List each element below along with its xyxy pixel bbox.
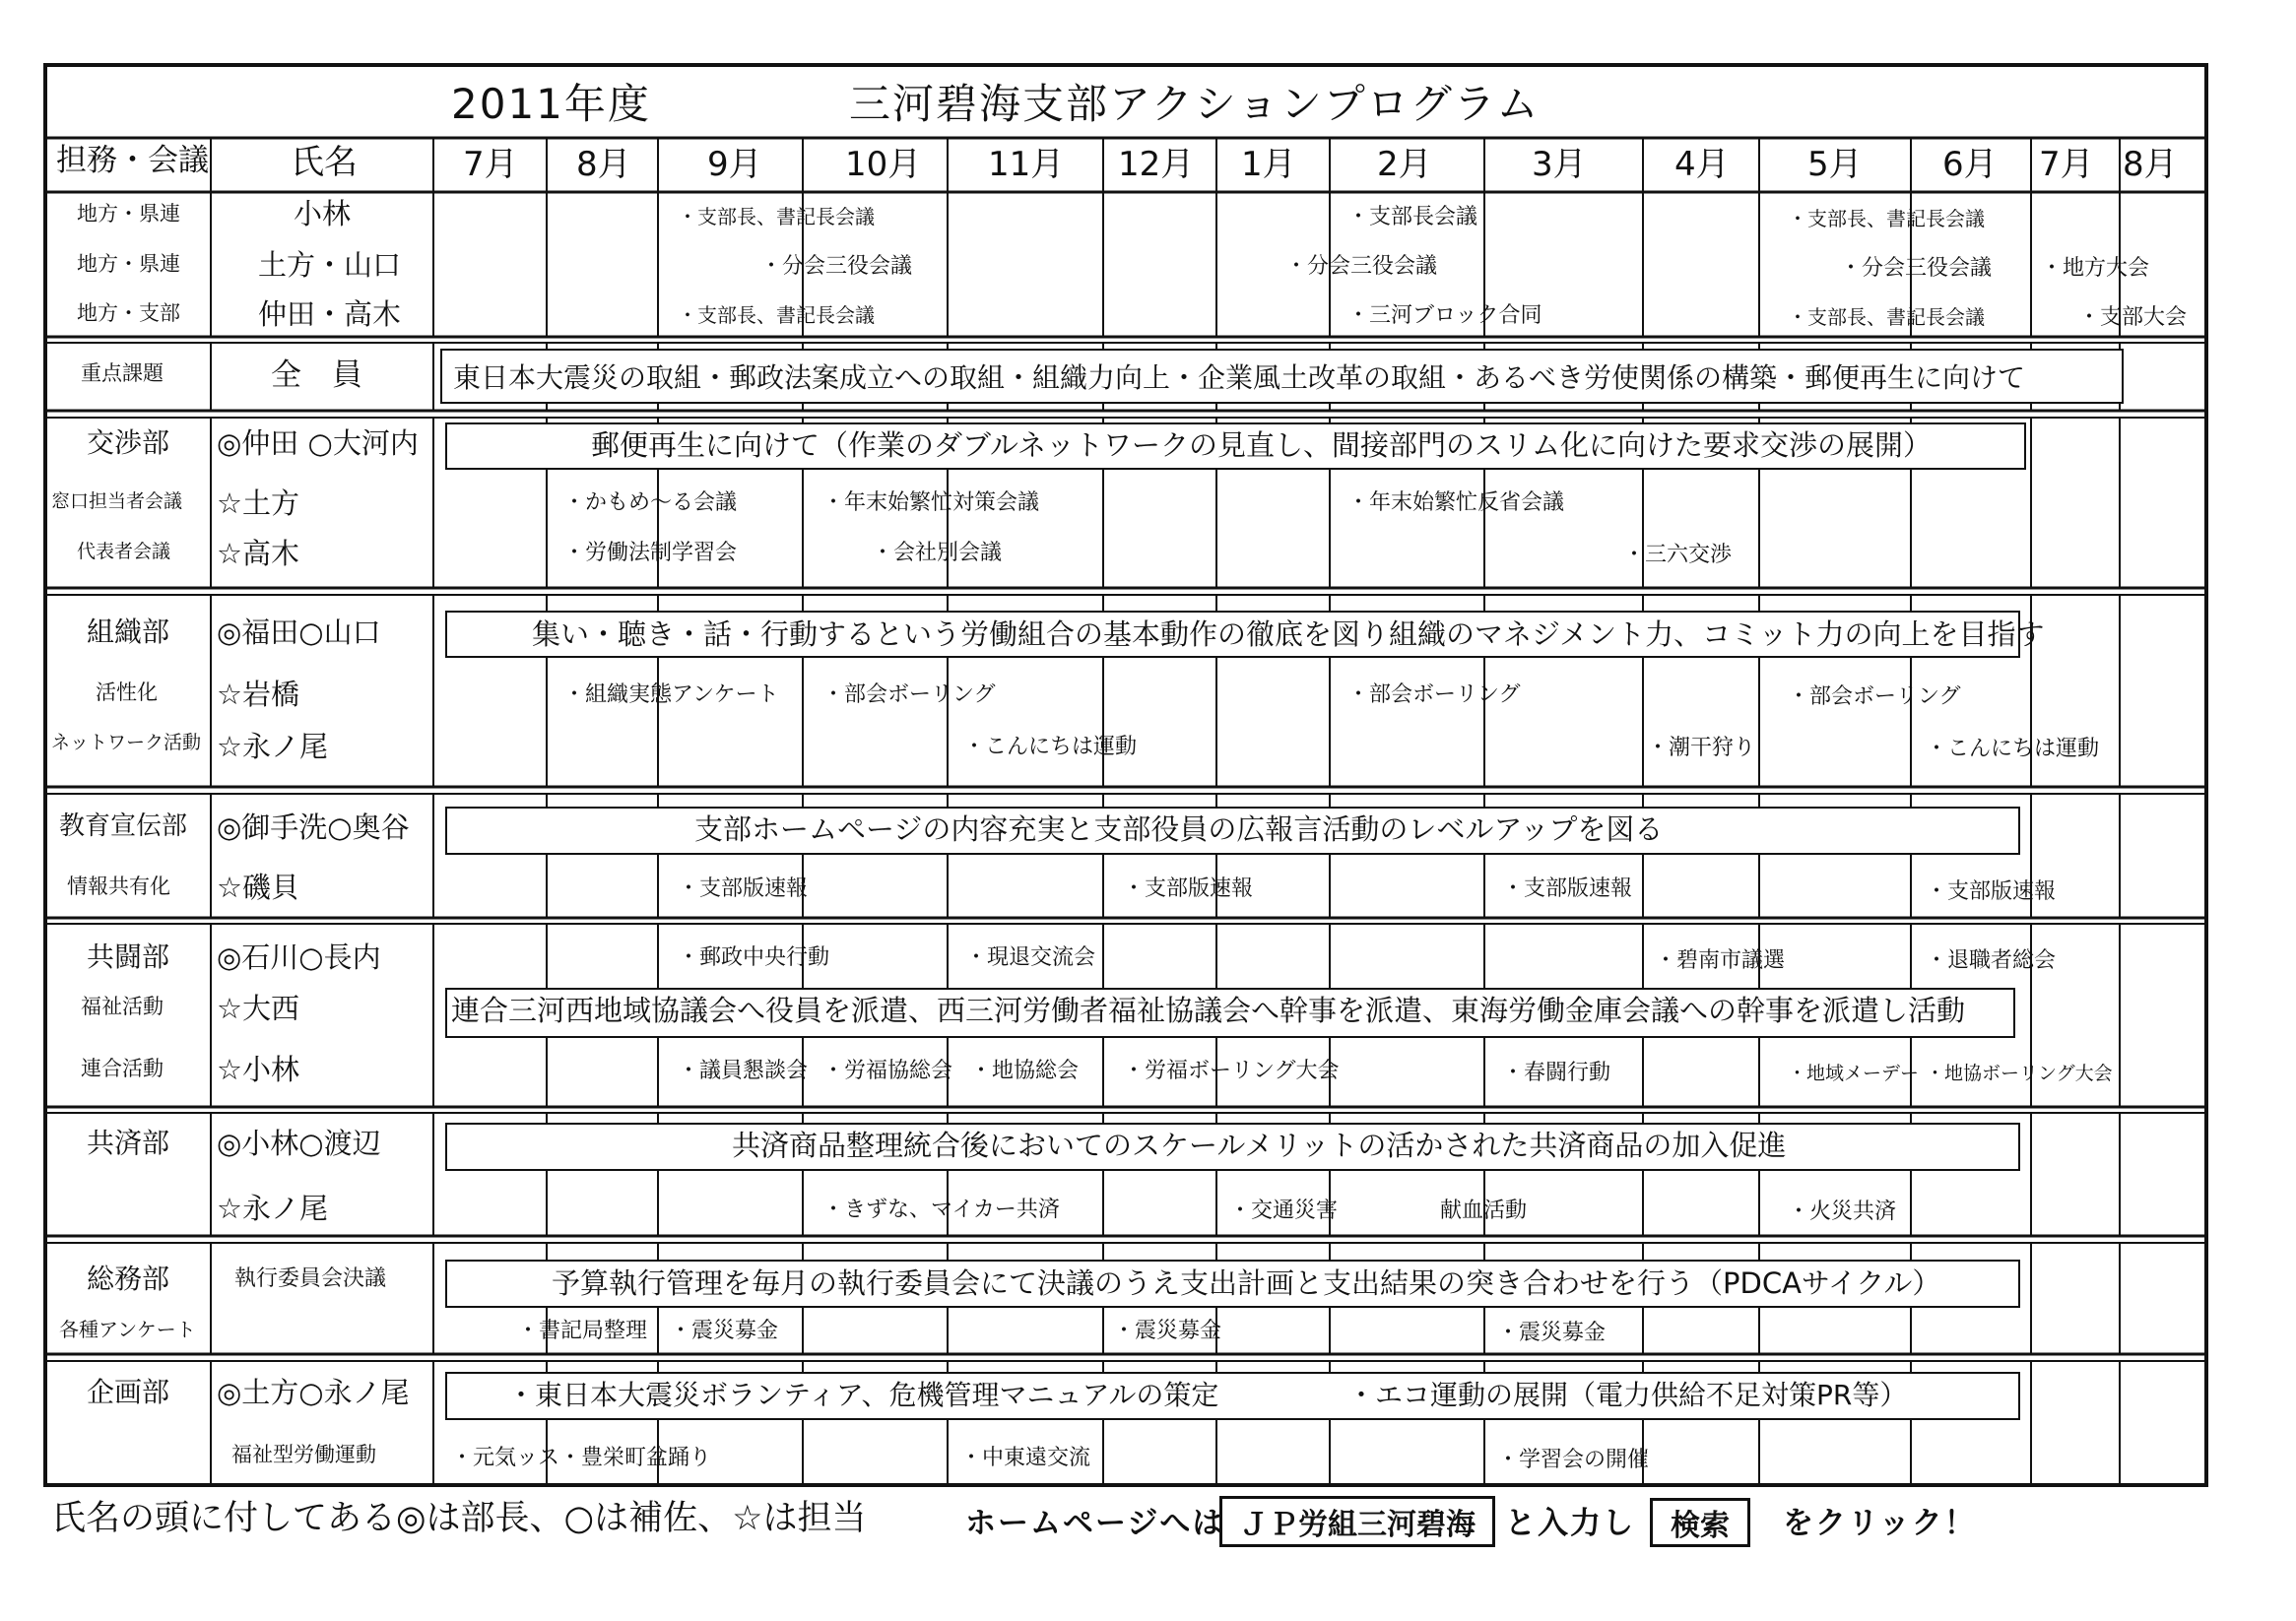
month-5: 5月 <box>1807 145 1863 184</box>
soshiki-name-1: ◎福田○山口 <box>217 616 381 649</box>
kyoto-band-text: 連合三河西地域協議会へ役員を派遣、西三河労働者福祉協議会へ幹事を派遣、東海労働金庫会議への幹事を派遣し活動 <box>451 994 1966 1027</box>
kyoiku-label: 教育宣伝部 <box>59 811 188 841</box>
soshiki-label: 組織部 <box>87 616 170 648</box>
search-button[interactable]: 検索 <box>1650 1498 1750 1547</box>
event-item: ・学習会の開催 <box>1497 1448 1650 1472</box>
title-year: 2011年度 <box>451 80 651 128</box>
footer-hp-mid: と入力し <box>1505 1506 1635 1541</box>
event-item: ・支部長会議 <box>1347 205 1478 229</box>
event-item: ・議員懇談会 <box>678 1059 809 1083</box>
somu-label: 総務部 <box>87 1263 170 1295</box>
kyoiku-name-2: ☆磯貝 <box>217 871 299 904</box>
event-item: ・地域メーデー <box>1788 1063 1920 1084</box>
chiho-label-1: 地方・県連 <box>77 202 180 226</box>
footer-hp-suffix: をクリック！ <box>1783 1506 1977 1541</box>
event-item: ・会社別会議 <box>872 541 1003 565</box>
juten-label: 重点課題 <box>81 361 164 385</box>
juten-band-text: 東日本大震災の取組・郵政法案成立への取組・組織力向上・企業風土改革の取組・あるべき労使関係の構築・郵便再生に向けて <box>453 361 2026 394</box>
event-item: ・交通災害 <box>1229 1199 1339 1223</box>
month-3: 3月 <box>1532 145 1587 184</box>
event-item: ・郵政中央行動 <box>678 945 830 970</box>
chiho-label-3: 地方・支部 <box>77 301 180 325</box>
month-7b: 7月 <box>2039 145 2094 184</box>
event-item: ・書記局整理 <box>517 1319 648 1343</box>
event-item: ・支部長、書記長会議 <box>678 205 875 228</box>
header-duty: 担務・会議 <box>56 143 209 178</box>
kyoiku-sub1: 情報共有化 <box>67 875 170 898</box>
kyosai-band-text: 共済商品整理統合後においてのスケールメリットの活かされた共済商品の加入促進 <box>732 1129 1787 1162</box>
month-1: 1月 <box>1241 145 1296 184</box>
event-item: ・三河ブロック合同 <box>1347 303 1542 328</box>
event-item: ・こんにちは運動 <box>1926 737 2100 761</box>
kyoto-name-3: ☆小林 <box>217 1053 299 1086</box>
kyosai-name-2: ☆永ノ尾 <box>217 1192 328 1225</box>
month-2: 2月 <box>1377 145 1432 184</box>
event-item: ・潮干狩り <box>1647 736 1756 760</box>
footer-legend: 氏名の頭に付してある◎は部長、○は補佐、☆は担当 <box>51 1499 867 1538</box>
kikaku-label: 企画部 <box>87 1376 170 1408</box>
event-item: ・分会三役会議 <box>760 254 913 279</box>
juten-name: 全 員 <box>271 357 362 393</box>
kikaku-name-1: ◎土方○永ノ尾 <box>217 1376 410 1409</box>
event-item: ・きずな、マイカー共済 <box>822 1198 1060 1222</box>
kyoto-name-2: ☆大西 <box>217 992 299 1025</box>
somu-sub1: 各種アンケート <box>59 1318 196 1341</box>
kyosai-name-1: ◎小林○渡辺 <box>217 1127 381 1160</box>
hp-keyword-box: ＪＰ労組三河碧海 <box>1219 1496 1495 1547</box>
month-7: 7月 <box>463 145 518 184</box>
soshiki-name-3: ☆永ノ尾 <box>217 730 328 763</box>
event-item: ・震災募金 <box>1497 1321 1607 1345</box>
month-11: 11月 <box>988 145 1065 184</box>
kosho-label: 交渉部 <box>87 426 170 459</box>
event-item: ・労福ボーリング大会 <box>1123 1059 1340 1083</box>
soshiki-name-2: ☆岩橋 <box>217 678 299 711</box>
title-program: 三河碧海支部アクションプログラム <box>849 80 1541 128</box>
event-item: ・こんにちは運動 <box>963 735 1138 759</box>
event-item: ・組織実態アンケート <box>563 682 779 707</box>
event-item: ・労福協総会 <box>822 1059 953 1083</box>
event-item: ・部会ボーリング <box>1347 682 1521 707</box>
event-item: ・三六交渉 <box>1623 543 1733 567</box>
soshiki-sub2: ネットワーク活動 <box>51 732 202 753</box>
footer-hp-prefix: ホームページへは <box>965 1506 1225 1541</box>
kikaku-name-2: 福祉型労働運動 <box>231 1443 376 1466</box>
month-6: 6月 <box>1942 145 1998 184</box>
event-item: ・支部長、書記長会議 <box>1788 305 1985 329</box>
event-item: ・震災募金 <box>1113 1319 1222 1343</box>
chiho-name-1: 小林 <box>294 197 352 230</box>
event-item: ・かもめ～る会議 <box>563 490 738 515</box>
event-item: ・労働法制学習会 <box>563 541 738 565</box>
soshiki-sub1: 活性化 <box>96 681 158 704</box>
kyoto-label: 共闘部 <box>87 940 170 973</box>
event-item: ・碧南市議選 <box>1655 948 1786 973</box>
event-item: ・地方大会 <box>2041 256 2150 281</box>
chiho-name-2: 土方・山口 <box>258 248 402 282</box>
month-8b: 8月 <box>2123 145 2178 184</box>
kosho-name-3: ☆高木 <box>217 537 299 570</box>
event-item: ・支部長、書記長会議 <box>1788 207 1985 230</box>
kyosai-label: 共済部 <box>87 1127 170 1159</box>
event-item: ・元気ッス・豊栄町盆踊り <box>451 1446 712 1470</box>
month-8: 8月 <box>576 145 631 184</box>
month-4: 4月 <box>1674 145 1730 184</box>
kyoto-sub1: 福祉活動 <box>81 995 164 1018</box>
kyoiku-band-text: 支部ホームページの内容充実と支部役員の広報言活動のレベルアップを図る <box>694 812 1664 846</box>
event-item: ・分会三役会議 <box>1285 254 1438 279</box>
event-item: ・退職者総会 <box>1926 948 2057 973</box>
month-9: 9月 <box>707 145 762 184</box>
kikaku-band-left: ・東日本大震災ボランティア、危機管理マニュアルの策定 <box>507 1379 1219 1411</box>
header-name: 氏名 <box>291 143 358 182</box>
kosho-band-text: 郵便再生に向けて（作業のダブルネットワークの見直し、間接部門のスリム化に向けた要求交渉の展開） <box>591 428 1932 462</box>
kyoto-name-1: ◎石川○長内 <box>217 940 381 974</box>
event-item: ・支部版速報 <box>1123 876 1254 901</box>
event-item: ・地協ボーリング大会 <box>1926 1063 2113 1084</box>
kosho-sub2: 代表者会議 <box>77 541 171 562</box>
event-item: ・年末始繁忙対策会議 <box>822 490 1040 515</box>
event-item: ・年末始繁忙反省会議 <box>1347 490 1565 515</box>
event-item: ・震災募金 <box>670 1319 779 1343</box>
month-12: 12月 <box>1118 145 1195 184</box>
event-item: ・支部大会 <box>2078 305 2188 330</box>
event-item: ・火災共済 <box>1788 1200 1897 1224</box>
event-item: 献血活動 <box>1440 1199 1528 1223</box>
kyoto-sub2: 連合活動 <box>81 1057 164 1080</box>
kosho-name-1: ◎仲田 ○大河内 <box>217 426 419 460</box>
event-item: ・部会ボーリング <box>822 682 996 707</box>
somu-name-1: 執行委員会決議 <box>234 1266 387 1291</box>
event-item: ・部会ボーリング <box>1788 684 1961 709</box>
kosho-name-2: ☆土方 <box>217 486 299 520</box>
soshiki-band-text: 集い・聴き・話・行動するという労働組合の基本動作の徹底を図り組織のマネジメント力、コミット力の向上を目指す <box>532 617 2045 651</box>
event-item: ・現退交流会 <box>965 945 1096 970</box>
month-10: 10月 <box>845 145 922 184</box>
kosho-sub1: 窓口担当者会議 <box>51 490 183 512</box>
chiho-name-3: 仲田・高木 <box>258 297 402 331</box>
event-item: ・支部版速報 <box>678 876 809 901</box>
somu-band-text: 予算執行管理を毎月の執行委員会にて決議のうえ支出計画と支出結果の突き合わせを行う（PDCAサイクル） <box>552 1266 1941 1300</box>
event-item: ・春闘行動 <box>1502 1061 1611 1085</box>
event-item: ・支部長、書記長会議 <box>678 303 875 327</box>
chiho-label-2: 地方・県連 <box>77 252 180 276</box>
kyoiku-name-1: ◎御手洗○奥谷 <box>217 810 410 844</box>
event-item: ・地協総会 <box>970 1059 1080 1083</box>
event-item: ・分会三役会議 <box>1840 256 1993 281</box>
event-item: ・支部版速報 <box>1926 879 2057 904</box>
event-item: ・中東遠交流 <box>960 1446 1091 1470</box>
kikaku-band-right: ・エコ運動の展開（電力供給不足対策PR等） <box>1347 1379 1908 1411</box>
event-item: ・支部版速報 <box>1502 876 1633 901</box>
